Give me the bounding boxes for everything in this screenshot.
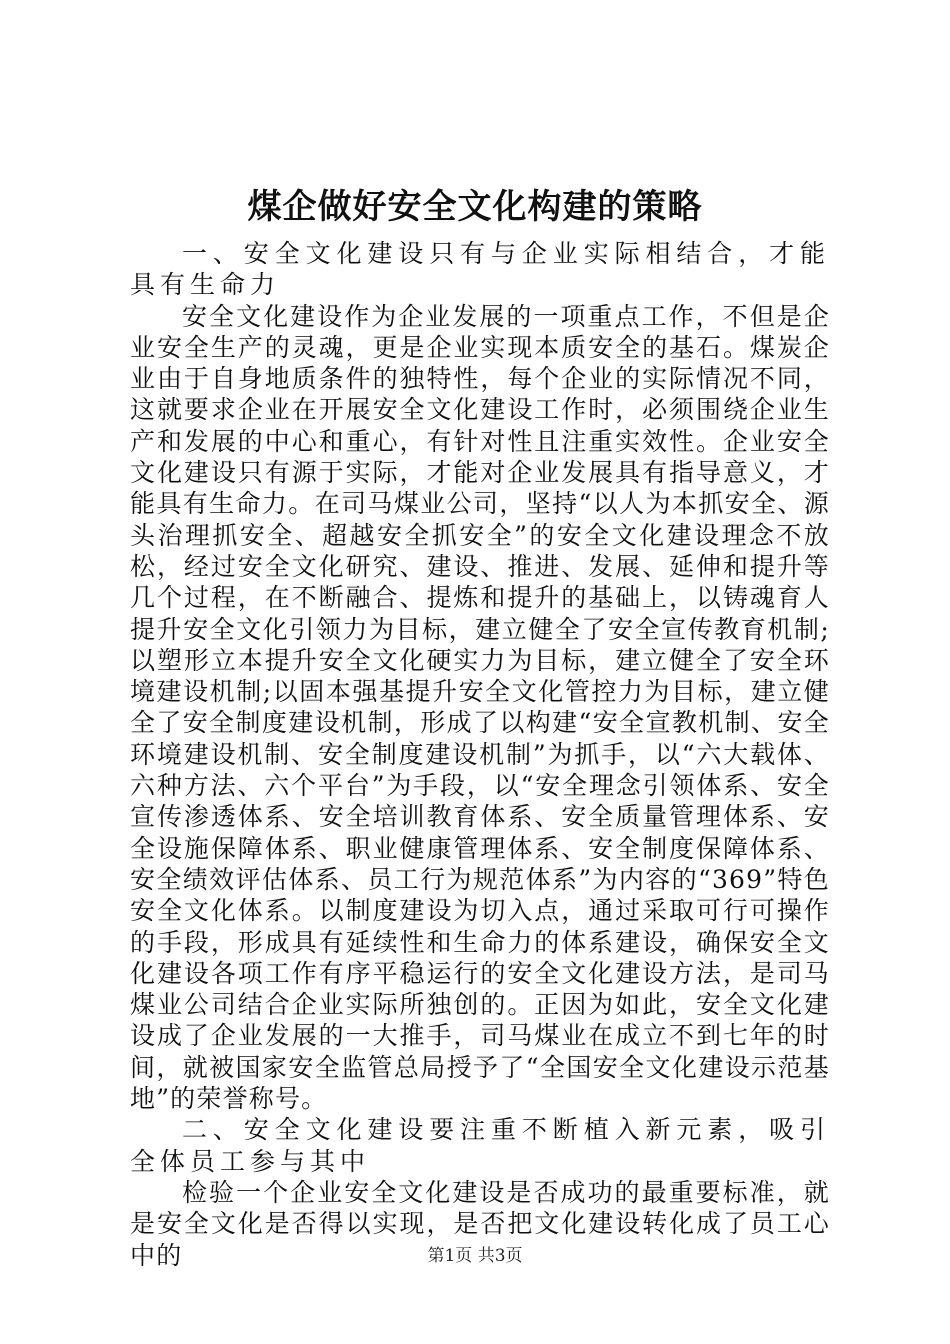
section-heading-1: 一、安全文化建设只有与企业实际相结合，才能具有生命力 [130,239,830,300]
document-body [130,238,830,1271]
page-footer: 第1页 共3页 [427,1246,523,1266]
section-paragraph-2: 检验一个企业安全文化建设是否成功的最重要标准，就是安全文化是否得以实现，是否把文化建设转化成了员工心中的 [130,1177,830,1270]
section-paragraph-1: 安全文化建设作为企业发展的一项重点工作，不但是企业安全生产的灵魂，更是企业实现本质安全的基石。煤炭企业由于自身地质条件的独特性，每个企业的实际情况不同，这就要求企业在开展安全文化建设工作时，必须围绕企业生产和发展的中心和重心，有针对性且注重实效性。企业安全文化建设只有源于实际，才能对企业发展具有指导意义，才能具有生命力。在司马煤业公司，坚持“以人为本抓安全、源头治理抓安全、超越安全抓安全”的安全文化建设理念不放松，经过安全文化研究、建设、推进、发展、延伸和提升等几个过程，在不断融合、提炼和提升的基础上，以铸魂育人提升安全文化引领力为目标，建立健全了安全宣传教育机制;以塑形立本提升安全文化硬实力为目标，建立健全了安全环境建设机制;以固本强基提升安全文化管控力为目标，建立健全了安全制度建设机制，形成了以构建“安全宣教机制、安全环境建设机制、安全制度建设机制”为抓手，以“六大载体、六种方法、六个平台”为手段，以“安全理念引领体系、安全宣传渗透体系、安全培训教育体系、安全质量管理体系、安全设施保障体系、职业健康管理体系、安全制度保障体系、安全绩效评估体系、员工行为规范体系”为内容的“369”特色安全文化体系。以制度建设为切入点，通过采取可行可操作的手段，形成具有延续性和生命力的体系建设，确保安全文化建设各项工作有序平稳运行的安全文化建设方法，是司马煤业公司结合企业实际所独创的。正因为如此，安全文化建设成了企业发展的一大推手，司马煤业在成立不到七年的时间，就被国家安全监管总局授予了“全国安全文化建设示范基地”的荣誉称号。 [130,301,830,1114]
section-heading-2: 二、安全文化建设要注重不断植入新元素，吸引全体员工参与其中 [130,1115,830,1176]
document-title: 煤企做好安全文化构建的策略 [247,187,703,227]
